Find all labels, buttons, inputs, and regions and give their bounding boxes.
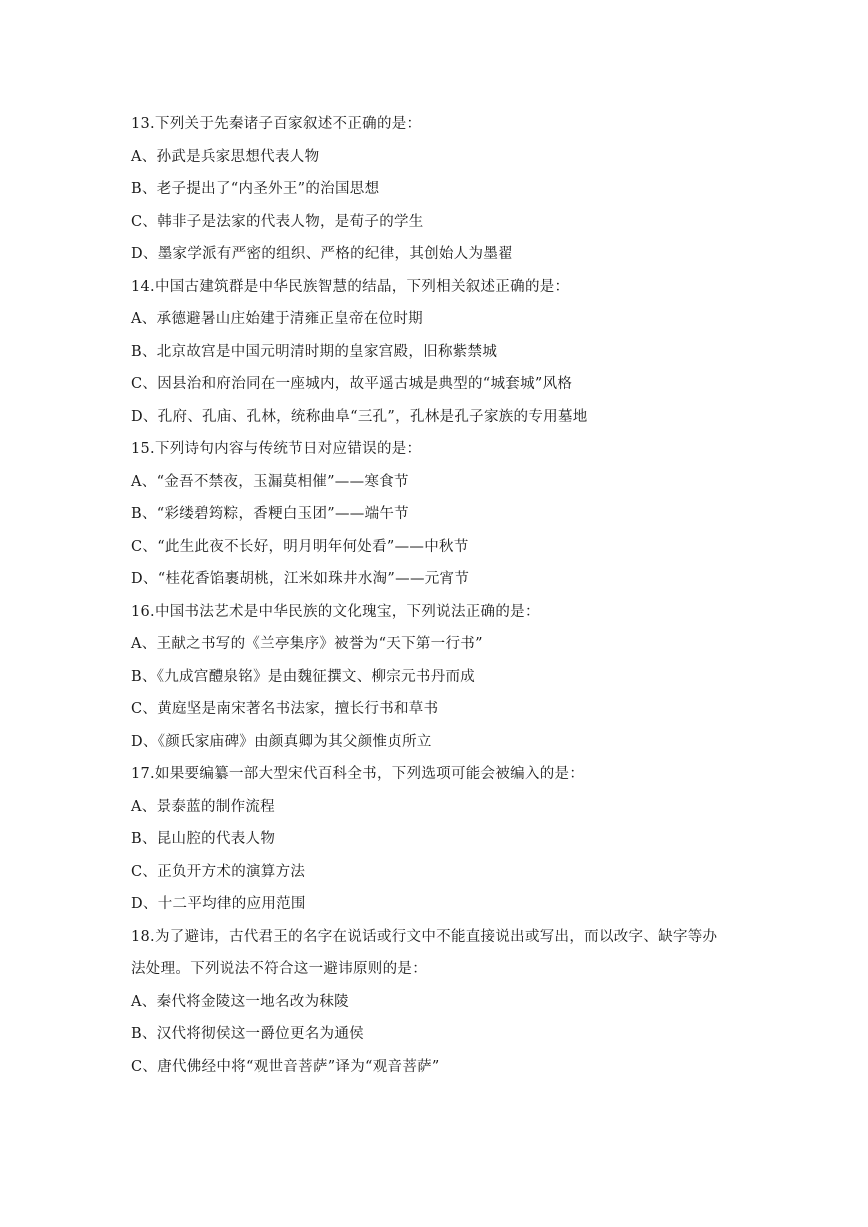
question-14 (131, 271, 751, 434)
option-b: B、昆山腔的代表人物 (131, 831, 276, 847)
question-stem: 13.下列关于先秦诸子百家叙述不正确的是： (131, 116, 422, 132)
option-b: B、北京故宫是中国元明清时期的皇家宫殿，旧称紫禁城 (131, 343, 498, 360)
option-c: C、黄庭坚是南宋著名书法家，擅长行书和草书 (131, 701, 439, 717)
question-stem-continued: 法处理。下列说法不符合这一避讳原则的是： (131, 961, 427, 977)
question-15 (131, 433, 751, 596)
option-d: D、墨家学派有严密的组织、严格的纪律，其创始人为墨翟 (131, 246, 513, 262)
option-a: A、秦代将金陵这一地名改为秣陵 (131, 993, 349, 1010)
question-stem: 16.中国书法艺术是中华民族的文化瑰宝，下列说法正确的是： (131, 603, 540, 620)
option-c: C、正负开方术的演算方法 (131, 863, 306, 880)
option-b: B、《九成宫醴泉铭》是由魏征撰文、柳宗元书丹而成 (131, 668, 476, 685)
question-list (131, 108, 751, 1083)
option-b: B、老子提出了“内圣外王”的治国思想 (131, 181, 380, 197)
question-17 (131, 758, 751, 921)
question-stem: 17.如果要编纂一部大型宋代百科全书，下列选项可能会被编入的是： (131, 766, 585, 782)
option-d: D、孔府、孔庙、孔林，统称曲阜“三孔”，孔林是孔子家族的专用墓地 (131, 408, 588, 425)
option-c: C、“此生此夜不长好，明月明年何处看”——中秋节 (131, 538, 469, 555)
option-c: C、韩非子是法家的代表人物，是荀子的学生 (131, 213, 424, 230)
option-a: A、王献之书写的《兰亭集序》被誉为“天下第一行书” (131, 636, 483, 652)
option-b: B、汉代将彻侯这一爵位更名为通侯 (131, 1026, 364, 1042)
question-18 (131, 921, 751, 1084)
option-c: C、因县治和府治同在一座城内，故平遥古城是典型的“城套城”风格 (131, 376, 573, 392)
question-stem: 15.下列诗句内容与传统节日对应错误的是： (131, 441, 422, 457)
question-16 (131, 596, 751, 759)
question-stem: 14.中国古建筑群是中华民族智慧的结晶，下列相关叙述正确的是： (131, 278, 570, 295)
option-d: D、《颜氏家庙碑》由颜真卿为其父颜惟贞所立 (131, 733, 432, 750)
question-13 (131, 108, 751, 271)
option-d: D、十二平均律的应用范围 (131, 896, 306, 912)
option-a: A、景泰蓝的制作流程 (131, 798, 275, 815)
option-b: B、“彩缕碧筠粽，香粳白玉团”——端午节 (131, 506, 409, 522)
option-d: D、“桂花香馅裹胡桃，江米如珠井水淘”——元宵节 (131, 571, 470, 587)
question-stem: 18.为了避讳，古代君王的名字在说话或行文中不能直接说出或写出，而以改字、缺字等办 (131, 928, 718, 945)
option-a: A、“金吾不禁夜，玉漏莫相催”——寒食节 (131, 473, 409, 490)
option-c: C、唐代佛经中将“观世音菩萨”译为“观音菩萨” (131, 1058, 440, 1075)
option-a: A、承德避暑山庄始建于清雍正皇帝在位时期 (131, 311, 423, 327)
option-a: A、孙武是兵家思想代表人物 (131, 148, 320, 165)
